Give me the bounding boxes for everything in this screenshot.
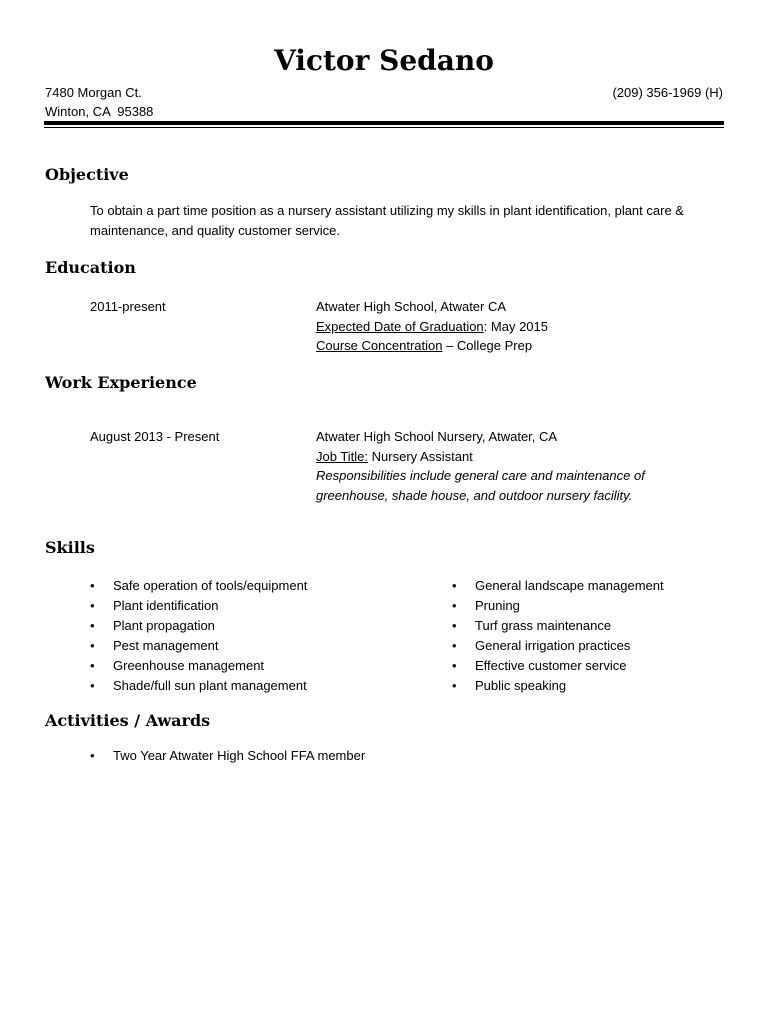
work-heading: Work Experience bbox=[45, 373, 197, 392]
job-title-label: Job Title: bbox=[316, 448, 369, 464]
activities-list bbox=[90, 746, 490, 766]
list-item: • Greenhouse management bbox=[90, 656, 420, 676]
graduation-label: Expected Date of Graduation bbox=[316, 318, 484, 334]
resume-name: Victor Sedano bbox=[274, 44, 494, 77]
work-dates: August 2013 - Present bbox=[90, 429, 220, 444]
list-item: • Effective customer service bbox=[452, 656, 742, 676]
header-divider-thin bbox=[44, 127, 724, 128]
skills-list-right bbox=[452, 576, 742, 696]
graduation-value: : May 2015 bbox=[483, 318, 548, 334]
phone-number: (209) 356-1969 (H) bbox=[612, 85, 723, 100]
list-item: • Plant propagation bbox=[90, 616, 420, 636]
concentration-value: – College Prep bbox=[442, 338, 533, 353]
address-block bbox=[45, 83, 153, 121]
education-details bbox=[316, 297, 726, 356]
address-line-2: Winton, CA 95388 bbox=[45, 104, 154, 119]
objective-text: To obtain a part time position as a nursery assistant utilizing my skills in plant identification, plant care & maintenance, and quality customer service. bbox=[90, 203, 684, 238]
list-item: • Two Year Atwater High School FFA member bbox=[90, 746, 490, 766]
education-heading: Education bbox=[45, 258, 136, 277]
education-concentration bbox=[316, 336, 726, 356]
list-item: • Turf grass maintenance bbox=[452, 616, 742, 636]
work-job-title bbox=[316, 447, 676, 467]
header-divider-thick bbox=[44, 121, 724, 125]
list-item: • Shade/full sun plant management bbox=[90, 676, 420, 696]
list-item: • Pruning bbox=[452, 596, 742, 616]
list-item: • Pest management bbox=[90, 636, 420, 656]
education-graduation bbox=[316, 317, 726, 337]
address-line-1: 7480 Morgan Ct. bbox=[45, 85, 142, 100]
list-item: • Public speaking bbox=[452, 676, 742, 696]
work-details bbox=[316, 427, 676, 505]
list-item: • General irrigation practices bbox=[452, 636, 742, 656]
job-title-value: Nursery Assistant bbox=[368, 448, 473, 464]
education-dates: 2011-present bbox=[90, 299, 166, 314]
objective-heading: Objective bbox=[45, 165, 129, 184]
list-item: • General landscape management bbox=[452, 576, 742, 596]
skills-heading: Skills bbox=[45, 538, 95, 557]
work-responsibilities: Responsibilities include general care and maintenance of greenhouse, shade house, and outdoor nursery facility. bbox=[316, 468, 645, 503]
concentration-label: Course Concentration bbox=[316, 338, 443, 353]
list-item: • Plant identification bbox=[90, 596, 420, 616]
activities-heading: Activities / Awards bbox=[45, 711, 211, 730]
education-school: Atwater High School, Atwater CA bbox=[316, 299, 507, 314]
skills-list-left bbox=[90, 576, 420, 696]
work-employer: Atwater High School Nursery, Atwater, CA bbox=[316, 429, 558, 444]
list-item: • Safe operation of tools/equipment bbox=[90, 576, 420, 596]
